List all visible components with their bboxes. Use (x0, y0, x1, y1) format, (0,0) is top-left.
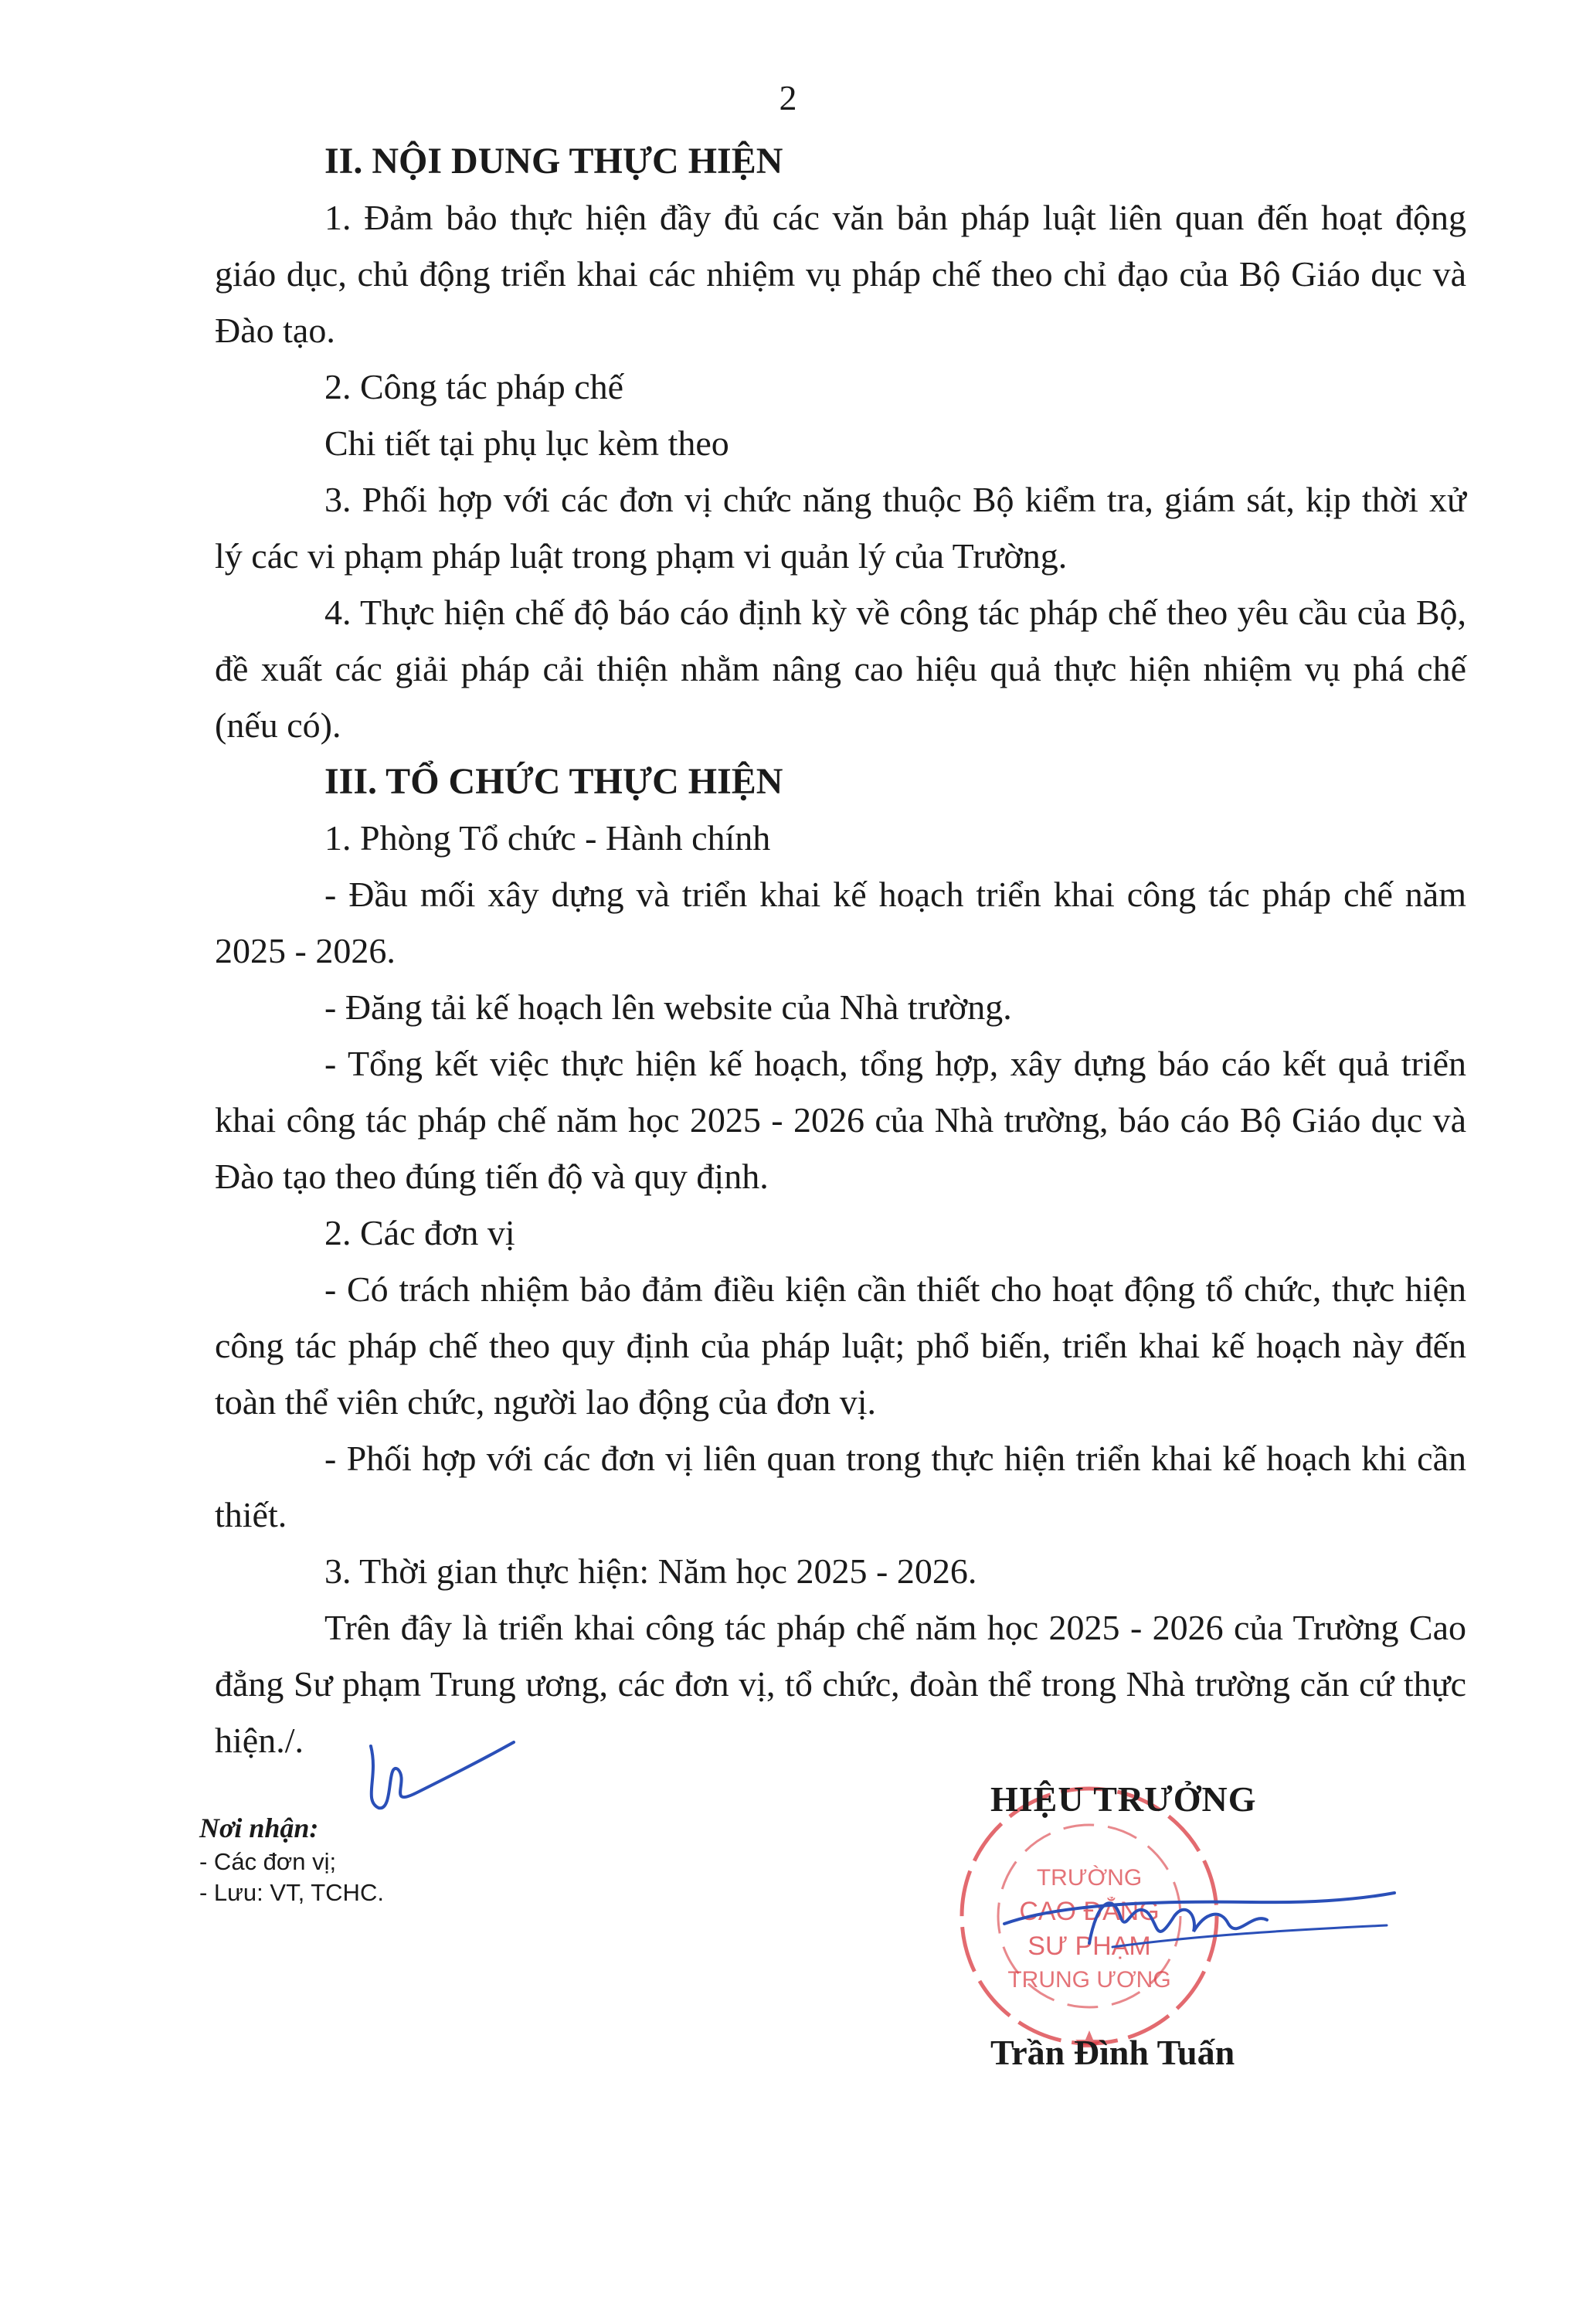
recipients-title: Nơi nhận: (199, 1813, 319, 1843)
section-3-item-1-bullet-2: - Đăng tải kế hoạch lên website của Nhà trường. (324, 987, 1012, 1027)
handwritten-signature (997, 1870, 1398, 1962)
section-2-paragraph-2-detail: Chi tiết tại phụ lục kèm theo (324, 423, 729, 463)
signer-title: HIỆU TRƯỞNG (990, 1779, 1257, 1819)
document-body (215, 133, 1466, 1768)
section-3-item-2-bullet-2: - Phối hợp với các đơn vị liên quan trong thực hiện triển khai kế hoạch khi cần thiết. (215, 1439, 1466, 1534)
recipients-block (199, 1813, 384, 1908)
svg-text:TRUNG ƯƠNG: TRUNG ƯƠNG (1007, 1967, 1171, 1993)
svg-text:CAO ĐẲNG: CAO ĐẲNG (1019, 1897, 1160, 1926)
recipient-item: - Các đơn vị; (199, 1848, 337, 1875)
section-3-item-3: 3. Thời gian thực hiện: Năm học 2025 - 2026. (324, 1551, 977, 1591)
section-3-heading: III. TỔ CHỨC THỰC HIỆN (324, 761, 783, 802)
section-2-paragraph-1: 1. Đảm bảo thực hiện đầy đủ các văn bản pháp luật liên quan đến hoạt động giáo dục, chủ động triển khai các nhiệm vụ pháp chế theo chỉ đạo của Bộ Giáo dục và Đào tạo. (215, 198, 1466, 350)
section-2-heading: II. NỘI DUNG THỰC HIỆN (324, 141, 783, 182)
section-2-paragraph-4: 4. Thực hiện chế độ báo cáo định kỳ về công tác pháp chế theo yêu cầu của Bộ, đề xuất các giải pháp cải thiện nhằm nâng cao hiệu quả thực hiện nhiệm vụ phá chế (nếu có). (215, 593, 1466, 745)
section-2-paragraph-2: 2. Công tác pháp chế (324, 367, 624, 406)
section-3-item-1-bullet-1: - Đầu mối xây dựng và triển khai kế hoạch triển khai công tác pháp chế năm 2025 - 2026. (215, 875, 1466, 970)
section-3-item-1-bullet-3: - Tổng kết việc thực hiện kế hoạch, tổng hợp, xây dựng báo cáo kết quả triển khai công tác pháp chế năm học 2025 - 2026 của Nhà trường, báo cáo Bộ Giáo dục và Đào tạo theo đúng tiến độ và quy định. (215, 1044, 1466, 1196)
signer-name: Trần Đình Tuấn (990, 2033, 1235, 2072)
section-3-item-1-title: 1. Phòng Tổ chức - Hành chính (324, 818, 771, 858)
page-number: 2 (779, 78, 797, 117)
svg-text:TRƯỜNG: TRƯỜNG (1036, 1865, 1143, 1891)
section-3-item-2-bullet-1: - Có trách nhiệm bảo đảm điều kiện cần thiết cho hoạt động tổ chức, thực hiện công tác pháp chế theo quy định của pháp luật; phổ biến, triển khai kế hoạch này đến toàn thể viên chức, người lao động của đơn vị. (215, 1269, 1466, 1422)
svg-text:SƯ PHẠM: SƯ PHẠM (1027, 1932, 1151, 1961)
section-3-item-2-title: 2. Các đơn vị (324, 1213, 515, 1252)
closing-paragraph: Trên đây là triển khai công tác pháp chế năm học 2025 - 2026 của Trường Cao đẳng Sư phạm Trung ương, các đơn vị, tổ chức, đoàn thể trong Nhà trường căn cứ thực hiện./. (215, 1608, 1466, 1760)
section-2-paragraph-3: 3. Phối hợp với các đơn vị chức năng thuộc Bộ kiểm tra, giám sát, kịp thời xử lý các vi phạm pháp luật trong phạm vi quản lý của Trường. (215, 480, 1466, 576)
recipient-item: - Lưu: VT, TCHC. (199, 1879, 384, 1906)
initial-signature-mark (355, 1715, 525, 1823)
